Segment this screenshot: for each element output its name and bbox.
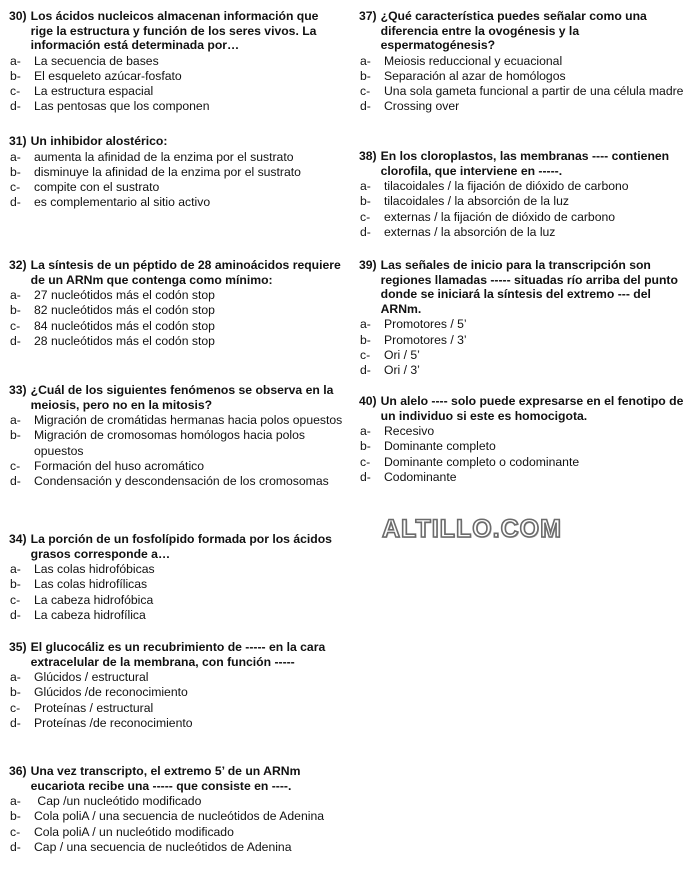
option-item bbox=[9, 84, 344, 99]
option-letter: b- bbox=[10, 164, 21, 179]
option-text: 84 nucleótidos más el codón stop bbox=[34, 318, 215, 333]
question-number: 37) bbox=[359, 9, 377, 23]
question-stem bbox=[9, 532, 344, 561]
question-stem bbox=[359, 149, 694, 178]
option-item bbox=[9, 701, 344, 716]
option-list bbox=[9, 413, 344, 489]
option-letter: c- bbox=[10, 824, 21, 839]
question-text: Las señales de inicio para la transcripción son regiones llamadas ----- situadas río arriba del punto donde se iniciará la síntesis del extremo --- del ARNm. bbox=[380, 258, 678, 316]
option-letter: d- bbox=[10, 607, 21, 622]
option-letter: a- bbox=[10, 53, 21, 68]
option-item bbox=[9, 334, 344, 349]
option-letter: d- bbox=[360, 362, 371, 377]
option-text: disminuye la afinidad de la enzima por el sustrato bbox=[34, 164, 301, 179]
option-list bbox=[9, 794, 344, 855]
option-item bbox=[359, 210, 694, 225]
option-letter: c- bbox=[10, 318, 21, 333]
question-32 bbox=[9, 258, 344, 349]
watermark-logo: ALTILLO.COM bbox=[382, 515, 562, 543]
question-35 bbox=[9, 640, 344, 731]
question-number: 34) bbox=[9, 532, 27, 546]
option-letter: c- bbox=[360, 84, 371, 99]
option-letter: c- bbox=[10, 458, 21, 473]
option-letter: c- bbox=[10, 180, 21, 194]
option-text: Codominante bbox=[384, 469, 457, 484]
option-letter: a- bbox=[360, 317, 371, 332]
option-item bbox=[359, 69, 694, 84]
option-text: 28 nucleótidos más el codón stop bbox=[34, 333, 215, 348]
option-text: La estructura espacial bbox=[34, 84, 154, 99]
option-item bbox=[9, 459, 344, 474]
option-list bbox=[359, 424, 694, 485]
option-text: es complementario al sitio activo bbox=[34, 195, 211, 210]
question-number: 40) bbox=[359, 394, 377, 408]
option-text: Proteínas /de reconocimiento bbox=[34, 715, 193, 730]
option-item bbox=[359, 317, 694, 332]
option-item bbox=[359, 99, 694, 114]
option-text: Promotores / 5’ bbox=[384, 317, 467, 332]
option-letter: a- bbox=[360, 179, 371, 194]
option-item bbox=[359, 179, 694, 194]
option-list bbox=[9, 150, 344, 211]
option-text: Crossing over bbox=[384, 99, 460, 114]
option-letter: a- bbox=[10, 562, 21, 577]
option-item bbox=[9, 303, 344, 318]
option-text: Proteínas / estructural bbox=[34, 700, 154, 715]
option-letter: d- bbox=[10, 839, 21, 854]
option-item bbox=[359, 455, 694, 470]
question-34 bbox=[9, 532, 344, 623]
option-text: Cola poliA / una secuencia de nucleótidos de Adenina bbox=[34, 809, 325, 824]
option-item bbox=[359, 363, 694, 378]
option-text: externas / la fijación de dióxido de carbono bbox=[384, 209, 616, 224]
option-item bbox=[9, 577, 344, 592]
option-letter: b- bbox=[10, 303, 21, 318]
option-text: Las pentosas que los componen bbox=[34, 99, 210, 114]
option-item bbox=[9, 195, 344, 210]
question-text: Los ácidos nucleicos almacenan información que rige la estructura y función de los seres vivos. La información está determinada por… bbox=[30, 9, 319, 53]
question-text: La porción de un fosfolípido formada por los ácidos grasos corresponde a… bbox=[30, 532, 332, 561]
option-letter: d- bbox=[10, 333, 21, 348]
question-text: Un inhibidor alostérico: bbox=[30, 134, 168, 148]
option-item bbox=[9, 794, 344, 809]
option-text: Dominante completo bbox=[384, 439, 496, 454]
option-text: Las colas hidrofóbicas bbox=[34, 562, 155, 577]
option-item bbox=[9, 288, 344, 303]
option-text: Glúcidos /de reconocimiento bbox=[34, 685, 188, 700]
option-letter: d- bbox=[360, 99, 371, 114]
question-stem bbox=[9, 9, 344, 53]
question-number: 32) bbox=[9, 258, 27, 272]
question-stem bbox=[9, 640, 344, 669]
option-letter: d- bbox=[10, 195, 21, 210]
question-text: En los cloroplastos, las membranas ---- contienen clorofila, que interviene en -----. bbox=[380, 149, 670, 178]
option-item bbox=[9, 593, 344, 608]
question-number: 39) bbox=[359, 258, 377, 272]
option-text: Condensación y descondensación de los cromosomas bbox=[34, 474, 329, 488]
question-stem bbox=[359, 258, 694, 316]
option-letter: a- bbox=[10, 794, 21, 809]
option-text: Formación del huso acromático bbox=[34, 458, 205, 473]
option-letter: a- bbox=[10, 413, 21, 428]
option-letter: b- bbox=[10, 577, 21, 592]
option-item bbox=[9, 685, 344, 700]
question-stem bbox=[359, 9, 694, 53]
option-list bbox=[359, 54, 694, 115]
option-letter: b- bbox=[10, 809, 21, 824]
option-letter: b- bbox=[360, 332, 371, 347]
option-text: 27 nucleótidos más el codón stop bbox=[34, 288, 215, 303]
question-38 bbox=[359, 149, 694, 240]
option-item bbox=[359, 333, 694, 348]
question-number: 36) bbox=[9, 764, 27, 778]
option-letter: d- bbox=[10, 474, 21, 488]
question-number: 30) bbox=[9, 9, 27, 23]
option-text: Cap /un nucleótido modificado bbox=[34, 794, 202, 809]
option-letter: b- bbox=[10, 428, 21, 443]
option-item bbox=[9, 562, 344, 577]
option-letter: d- bbox=[10, 99, 21, 114]
option-item bbox=[9, 99, 344, 114]
option-letter: c- bbox=[10, 592, 21, 607]
option-item bbox=[9, 180, 344, 195]
option-letter: a- bbox=[10, 149, 21, 164]
question-stem bbox=[9, 134, 344, 149]
question-number: 35) bbox=[9, 640, 27, 654]
option-item bbox=[359, 84, 694, 99]
question-40 bbox=[359, 394, 694, 485]
option-letter: b- bbox=[10, 68, 21, 83]
option-item bbox=[9, 840, 344, 855]
option-letter: b- bbox=[360, 68, 371, 83]
option-text: Separación al azar de homólogos bbox=[384, 68, 566, 83]
option-text: Meiosis reduccional y ecuacional bbox=[384, 53, 563, 68]
question-text: Una vez transcripto, el extremo 5’ de un ARNm eucariota recibe una ----- que consiste en ----. bbox=[30, 764, 301, 793]
option-letter: b- bbox=[360, 439, 371, 454]
option-text: Ori / 3’ bbox=[384, 362, 420, 377]
question-stem bbox=[9, 258, 344, 287]
option-letter: b- bbox=[360, 194, 371, 209]
option-letter: a- bbox=[360, 424, 371, 439]
option-item bbox=[359, 470, 694, 485]
option-text: Las colas hidrofílicas bbox=[34, 577, 148, 592]
question-text: ¿Qué característica puedes señalar como una diferencia entre la ovogénesis y la espermatogénesis? bbox=[380, 9, 647, 53]
option-text: tilacoidales / la fijación de dióxido de carbono bbox=[384, 179, 629, 194]
option-item bbox=[9, 474, 344, 489]
option-letter: c- bbox=[10, 84, 21, 99]
option-item bbox=[9, 716, 344, 731]
option-list bbox=[9, 54, 344, 115]
question-text: El glucocáliz es un recubrimiento de ----- en la cara extracelular de la membrana, con función ----- bbox=[30, 640, 326, 669]
option-item bbox=[9, 670, 344, 685]
option-item bbox=[9, 608, 344, 623]
question-stem bbox=[9, 764, 344, 793]
option-text: Migración de cromosomas homólogos hacia polos opuestos bbox=[34, 428, 309, 458]
option-text: Una sola gameta funcional a partir de una célula madre bbox=[384, 84, 684, 99]
option-text: Dominante completo o codominante bbox=[384, 454, 580, 469]
option-letter: c- bbox=[360, 454, 371, 469]
question-text: Un alelo ---- solo puede expresarse en el fenotipo de un individuo si este es homocigota. bbox=[380, 394, 684, 423]
option-list bbox=[359, 317, 694, 378]
option-item bbox=[9, 69, 344, 84]
option-item bbox=[9, 428, 344, 458]
option-item bbox=[9, 319, 344, 334]
option-text: El esqueleto azúcar-fosfato bbox=[34, 68, 182, 83]
question-39 bbox=[359, 258, 694, 378]
option-letter: d- bbox=[360, 469, 371, 484]
option-text: Recesivo bbox=[384, 424, 435, 439]
question-stem bbox=[9, 383, 344, 412]
option-item bbox=[9, 150, 344, 165]
option-list bbox=[9, 562, 344, 623]
question-37 bbox=[359, 9, 694, 115]
question-number: 31) bbox=[9, 134, 27, 148]
option-item bbox=[9, 165, 344, 180]
option-item bbox=[9, 809, 344, 824]
option-text: externas / la absorción de la luz bbox=[384, 224, 556, 239]
option-text: Cap / una secuencia de nucleótidos de Adenina bbox=[34, 839, 292, 854]
question-33 bbox=[9, 383, 344, 489]
question-text: ¿Cuál de los siguientes fenómenos se observa en la meiosis, pero no en la mitosis? bbox=[30, 383, 334, 412]
option-text: La cabeza hidrofóbica bbox=[34, 592, 154, 607]
option-letter: c- bbox=[360, 209, 371, 224]
option-letter: c- bbox=[10, 700, 21, 715]
option-text: Ori / 5’ bbox=[384, 347, 420, 362]
option-letter: d- bbox=[360, 224, 371, 239]
option-item bbox=[359, 54, 694, 69]
option-item bbox=[359, 348, 694, 363]
option-text: compite con el sustrato bbox=[34, 180, 160, 194]
option-letter: a- bbox=[10, 670, 21, 685]
option-text: 82 nucleótidos más el codón stop bbox=[34, 303, 215, 318]
option-item bbox=[9, 825, 344, 840]
option-list bbox=[359, 179, 694, 240]
option-item bbox=[359, 439, 694, 454]
option-item bbox=[359, 194, 694, 209]
option-letter: c- bbox=[360, 347, 371, 362]
option-text: Migración de cromátidas hermanas hacia polos opuestos bbox=[34, 413, 343, 428]
option-text: Promotores / 3’ bbox=[384, 332, 467, 347]
option-text: Glúcidos / estructural bbox=[34, 670, 149, 685]
option-letter: a- bbox=[10, 288, 21, 303]
option-list bbox=[9, 670, 344, 731]
option-list bbox=[9, 288, 344, 349]
option-text: tilacoidales / la absorción de la luz bbox=[384, 194, 569, 209]
question-text: La síntesis de un péptido de 28 aminoácidos requiere de un ARNm que contenga como mínimo: bbox=[30, 258, 341, 287]
option-item bbox=[9, 54, 344, 69]
question-number: 38) bbox=[359, 149, 377, 163]
question-stem bbox=[359, 394, 694, 423]
option-item bbox=[9, 413, 344, 428]
option-text: La secuencia de bases bbox=[34, 53, 159, 68]
option-letter: b- bbox=[10, 685, 21, 700]
option-text: Cola poliA / un nucleótido modificado bbox=[34, 824, 234, 839]
option-letter: d- bbox=[10, 715, 21, 730]
option-text: La cabeza hidrofílica bbox=[34, 607, 146, 622]
question-31 bbox=[9, 134, 344, 210]
option-item bbox=[359, 424, 694, 439]
option-item bbox=[359, 225, 694, 240]
option-text: aumenta la afinidad de la enzima por el sustrato bbox=[34, 149, 294, 164]
question-30 bbox=[9, 9, 344, 115]
question-36 bbox=[9, 764, 344, 855]
question-number: 33) bbox=[9, 383, 27, 397]
option-letter: a- bbox=[360, 53, 371, 68]
